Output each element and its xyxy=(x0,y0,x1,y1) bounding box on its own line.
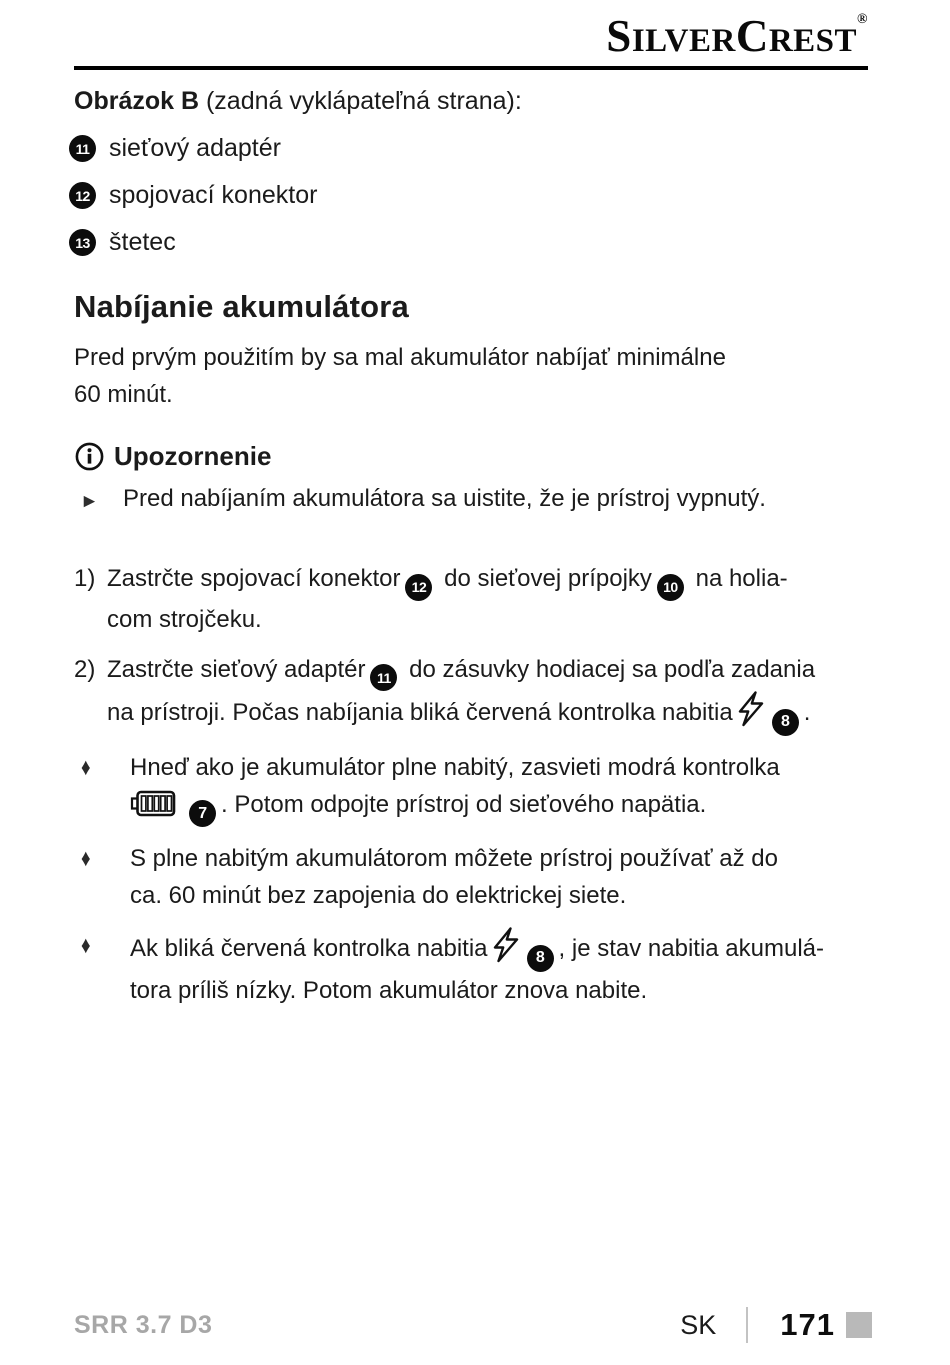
notice-text: Pred nabíjaním akumulátora sa uistite, že je prístroj vypnutý. xyxy=(123,485,766,512)
circled-number: 13 xyxy=(69,229,96,256)
legend-label: štetec xyxy=(109,228,176,256)
bullet-text: S plne nabitým akumulátorom môžete prístroj používať až do ca. 60 minút bez zapojenia do elektrickej siete. xyxy=(130,845,778,909)
diamond-bullet-icon: ♦ xyxy=(81,845,91,872)
step-number: 2) xyxy=(74,655,96,683)
step-text: Zastrčte sieťový adaptér 11 do zásuvky hodiacej sa podľa zadania na prístroji. Počas nabíjania bliká červená kontrolka nabitia 8 . xyxy=(107,651,815,736)
legend-item xyxy=(69,134,868,163)
logo-letter: S xyxy=(606,11,632,61)
footer-divider xyxy=(746,1307,748,1343)
legend-item xyxy=(69,228,868,257)
diamond-bullet-icon: ♦ xyxy=(81,753,91,781)
numbered-step xyxy=(74,651,868,736)
bullet-list xyxy=(74,749,868,1009)
legend-item xyxy=(69,181,868,210)
info-icon xyxy=(74,441,105,472)
figure-title-rest: (zadná vyklápateľná strana): xyxy=(199,87,522,115)
section-heading: Nabíjanie akumulátora xyxy=(74,289,409,324)
circled-number-8: 8 xyxy=(772,709,799,736)
circled-number-10: 10 xyxy=(657,574,684,601)
intro-paragraph: Pred prvým použitím by sa mal akumulátor nabíjať minimálne 60 minút. xyxy=(74,344,726,408)
footer-right xyxy=(680,1307,872,1343)
bullet-item xyxy=(74,840,868,914)
header-rule xyxy=(74,66,868,70)
step-number: 1) xyxy=(74,565,96,592)
bullet-text: Hneď ako je akumulátor plne nabitý, zasvieti modrá kontrolka 7 . Potom odpojte prístroj od sieťového napätia. xyxy=(130,749,780,828)
circled-number-12: 12 xyxy=(405,574,432,601)
step-text: Zastrčte spojovací konektor 12 do sieťovej prípojky 10 na holia- com strojčeku. xyxy=(107,565,788,633)
header xyxy=(74,0,868,62)
footer xyxy=(74,1307,872,1343)
circled-number-11: 11 xyxy=(370,664,397,691)
legend-label: sieťový adaptér xyxy=(109,134,281,162)
language-code: SK xyxy=(680,1309,717,1340)
notice-title: Upozornenie xyxy=(114,441,272,471)
charge-indicator-icon xyxy=(492,927,519,967)
figure-title xyxy=(74,86,868,116)
arrow-bullet-icon: ► xyxy=(80,491,99,512)
circled-number: 11 xyxy=(69,135,96,162)
charge-indicator-icon xyxy=(737,691,764,731)
bullet-item xyxy=(74,927,868,1009)
battery-full-icon xyxy=(130,786,177,823)
diamond-bullet-icon: ♦ xyxy=(81,932,91,959)
logo-letters: ILVER xyxy=(631,23,736,59)
bullet-item xyxy=(74,749,868,828)
logo-letter: C xyxy=(735,11,769,61)
silvercrest-logo xyxy=(606,10,868,62)
notice-list xyxy=(74,480,868,520)
registered-mark: ® xyxy=(857,12,868,27)
numbered-step xyxy=(74,560,868,638)
circled-number-7: 7 xyxy=(189,800,216,827)
model-number: SRR 3.7 D3 xyxy=(74,1310,213,1339)
circled-number-8: 8 xyxy=(527,945,554,972)
circled-number: 12 xyxy=(69,182,96,209)
numbered-steps xyxy=(74,560,868,736)
notice-item xyxy=(74,480,868,520)
logo-letters: REST xyxy=(768,23,858,59)
figure-legend xyxy=(74,134,868,257)
bullet-text: Ak bliká červená kontrolka nabitia 8 , je stav nabitia akumulá- tora príliš nízky. Potom akumulátor znova nabite. xyxy=(130,927,824,1009)
notice-header xyxy=(74,441,868,472)
legend-label: spojovací konektor xyxy=(109,181,318,209)
page-number: 171 xyxy=(780,1307,835,1342)
figure-title-bold: Obrázok B xyxy=(74,87,200,115)
page-corner-square xyxy=(846,1312,872,1338)
